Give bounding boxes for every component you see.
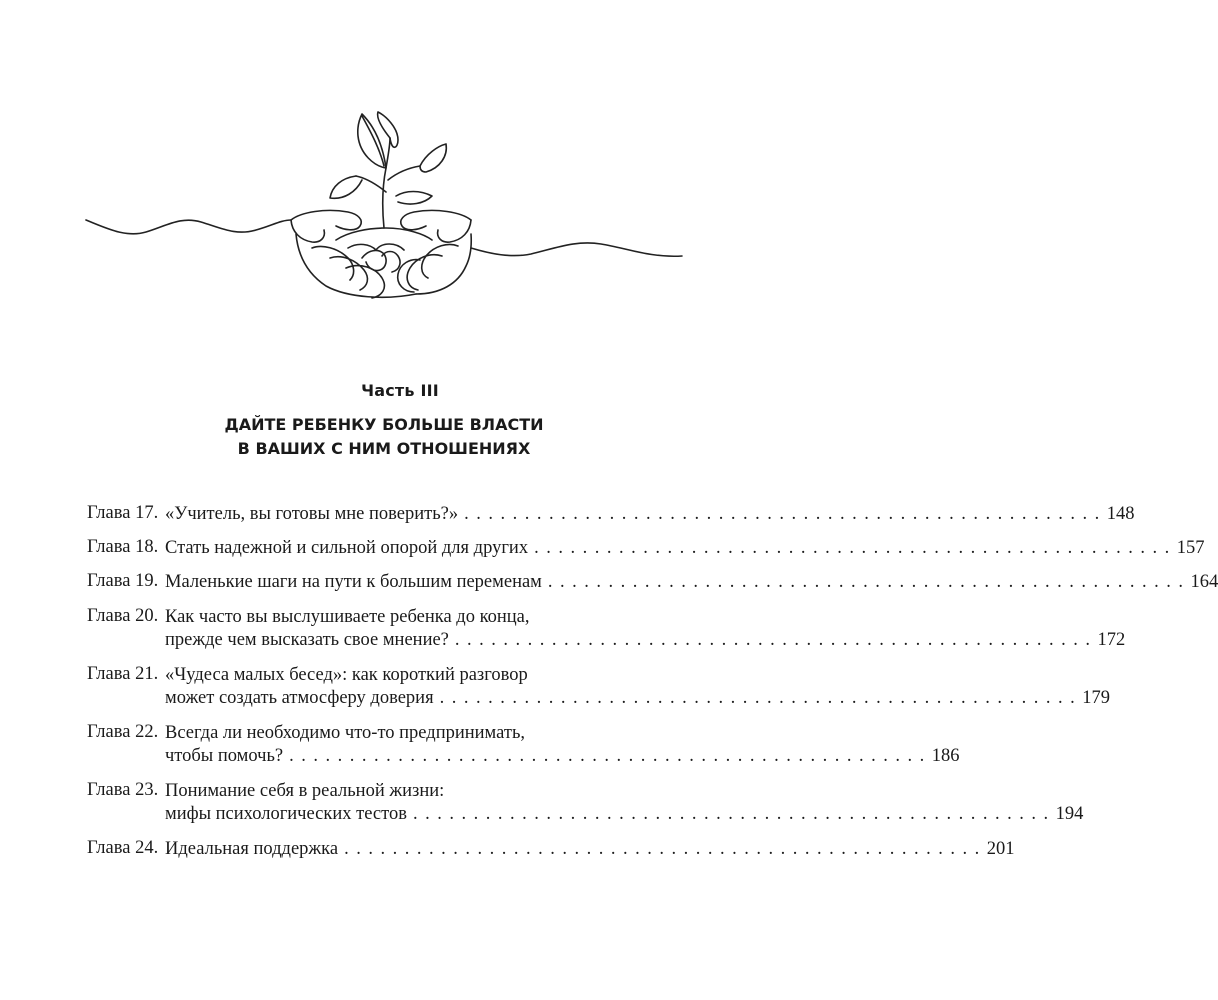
chapter-title-line-1: Всегда ли необходимо что-то предпринимать, — [165, 723, 526, 743]
chapter-number: Глава 23. — [87, 780, 159, 800]
dot-leader: ..................................................... — [454, 630, 1098, 650]
chapter-title-line-2: мифы психологических тестов — [165, 804, 407, 824]
chapter-number: Глава 24. — [87, 838, 159, 858]
toc-entry[interactable] — [87, 571, 1218, 594]
toc-entry[interactable] — [87, 722, 960, 768]
chapter-number: Глава 20. — [87, 606, 159, 626]
chapter-number: Глава 17. — [87, 503, 159, 523]
hands-holding-sprout-icon — [86, 108, 682, 304]
chapter-number: Глава 22. — [87, 722, 159, 742]
dot-leader: ..................................................... — [439, 688, 1083, 708]
chapter-title-line-2: может создать атмосферу доверия — [165, 688, 434, 708]
page-number: 172 — [1097, 630, 1126, 650]
page-number: 164 — [1190, 572, 1218, 592]
page-number: 201 — [986, 839, 1015, 859]
chapter-title: «Учитель, вы готовы мне поверить?» — [165, 504, 459, 524]
chapter-title: Стать надежной и сильной опорой для других — [165, 538, 529, 558]
dot-leader: ..................................................... — [344, 839, 987, 859]
chapter-title-line-1: «Чудеса малых бесед»: как короткий разговор — [165, 665, 528, 685]
chapter-title-line-1: Как часто вы выслушиваете ребенка до конца, — [165, 607, 530, 627]
table-of-contents — [87, 503, 1218, 873]
chapter-title-line-2: чтобы помочь? — [165, 746, 284, 766]
chapter-title-line-2: прежде чем высказать свое мнение? — [165, 630, 449, 650]
toc-entry[interactable] — [87, 664, 1110, 710]
chapter-title: Идеальная поддержка — [165, 839, 339, 859]
dot-leader: ..................................................... — [412, 804, 1056, 824]
page-number: 148 — [1106, 504, 1135, 524]
chapter-number: Глава 21. — [87, 664, 159, 684]
part-title-line-1: ДАЙТЕ РЕБЕНКУ БОЛЬШЕ ВЛАСТИ — [224, 415, 544, 434]
toc-entry[interactable] — [87, 606, 1126, 652]
chapter-title-line-1: Понимание себя в реальной жизни: — [165, 781, 445, 801]
toc-entry[interactable] — [87, 780, 1084, 826]
dot-leader: ..................................................... — [534, 538, 1177, 558]
chapter-number: Глава 18. — [87, 537, 159, 557]
chapter-number: Глава 19. — [87, 571, 159, 591]
page-number: 194 — [1055, 804, 1084, 824]
dot-leader: ..................................................... — [289, 746, 932, 766]
part-title — [0, 413, 768, 461]
dot-leader: ..................................................... — [464, 504, 1107, 524]
page-number: 157 — [1176, 538, 1205, 558]
dot-leader: ..................................................... — [547, 572, 1191, 592]
toc-entry[interactable] — [87, 838, 1015, 861]
part-label: Часть III — [361, 381, 439, 400]
page-number: 186 — [931, 746, 960, 766]
page-number: 179 — [1082, 688, 1110, 708]
part-title-line-2: В ВАШИХ С НИМ ОТНОШЕНИЯХ — [237, 439, 531, 458]
toc-entry[interactable] — [87, 503, 1135, 526]
chapter-title: Маленькие шаги на пути к большим переменам — [165, 572, 542, 592]
toc-entry[interactable] — [87, 537, 1205, 560]
